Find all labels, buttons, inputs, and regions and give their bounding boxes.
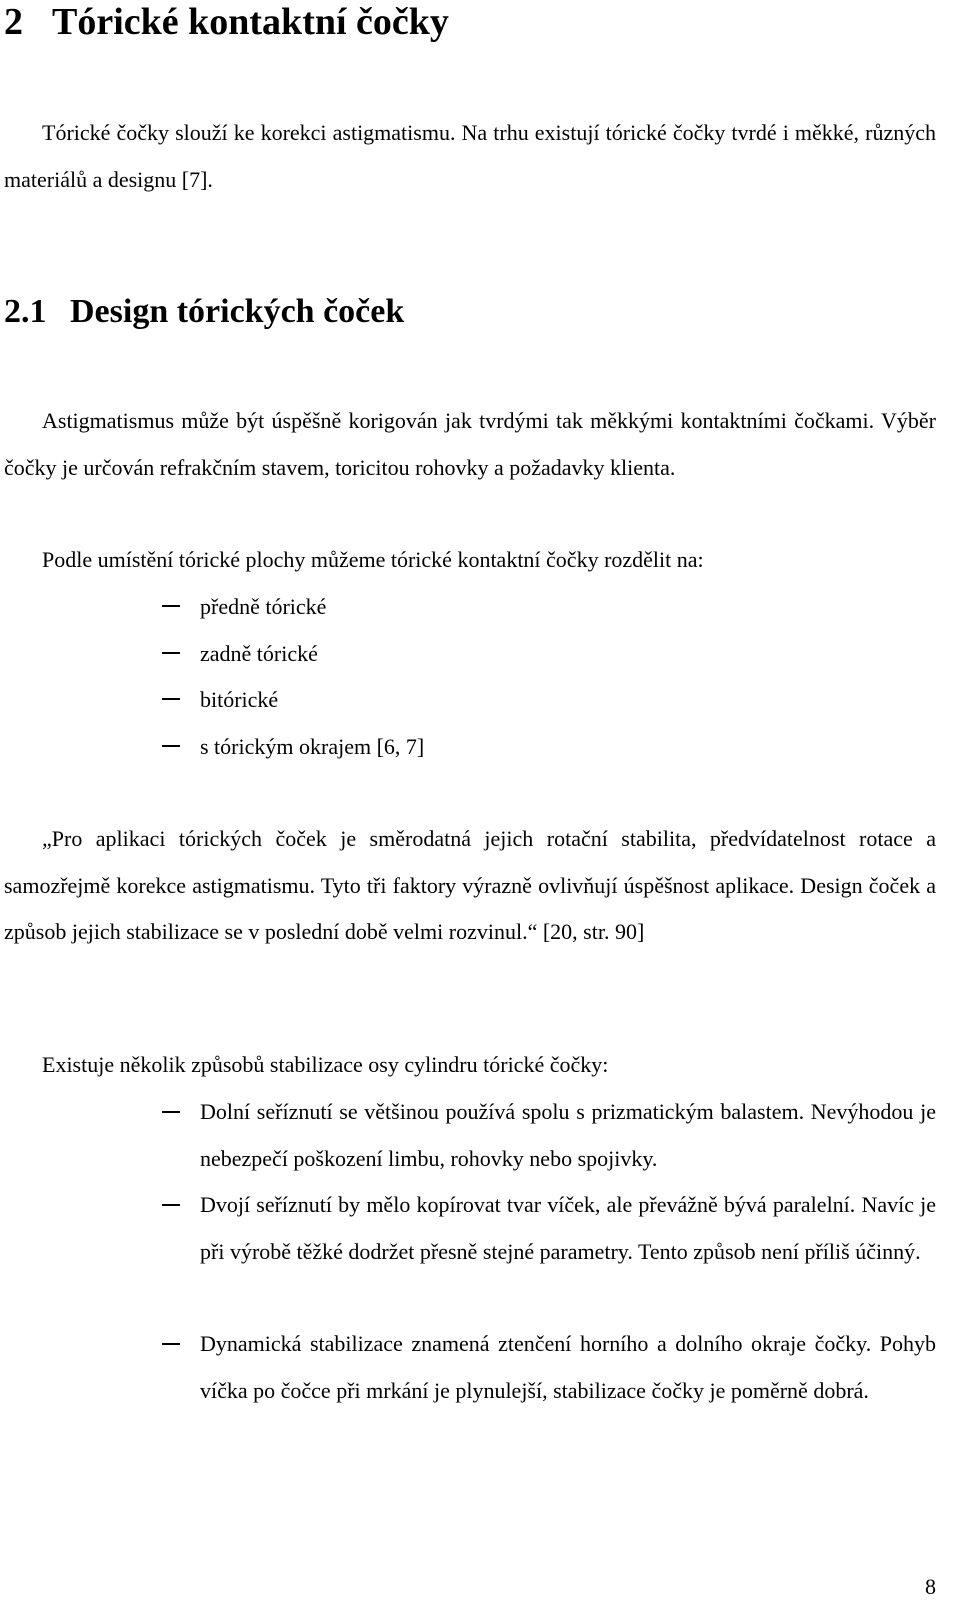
- classification-intro: Podle umístění tórické plochy můžeme tórické kontaktní čočky rozdělit na:: [42, 547, 704, 572]
- list-dash: [162, 1111, 180, 1113]
- chapter-title: Tórické kontaktní čočky: [52, 1, 449, 43]
- list-dash: [162, 1204, 180, 1206]
- list-dash: [162, 1343, 180, 1345]
- chapter-heading: [4, 0, 449, 44]
- page-number: 8: [925, 1574, 936, 1599]
- list-dash: [162, 698, 180, 700]
- list-dash: [162, 605, 180, 607]
- section-number: 2.1: [4, 293, 47, 330]
- list-dash: [162, 652, 180, 654]
- astigmatism-paragraph: Astigmatismus může být úspěšně korigován jak tvrdými tak měkkými kontaktními čočkami. Výběr čočky je určován refrakčním stavem, toricitou rohovky a požadavky klienta.: [4, 408, 936, 480]
- list-item: Dynamická stabilizace znamená ztenčení horního a dolního okraje čočky. Pohyb víčka po čočce při mrkání je plynulejší, stabilizace čočky je poměrně dobrá.: [200, 1331, 936, 1403]
- list-item: bitórické: [200, 687, 279, 712]
- section-title: Design tórických čoček: [70, 293, 405, 330]
- intro-paragraph: Tórické čočky slouží ke korekci astigmatismu. Na trhu existují tórické čočky tvrdé i měkké, různých materiálů a designu [7].: [4, 120, 936, 192]
- list-item: Dolní seříznutí se většinou používá spolu s prizmatickým balastem. Nevýhodou je nebezpečí poškození limbu, rohovky nebo spojivky.: [200, 1099, 936, 1171]
- section-heading: [4, 292, 404, 332]
- chapter-number: 2: [4, 1, 23, 43]
- list-item: Dvojí seříznutí by mělo kopírovat tvar víček, ale převážně bývá paralelní. Navíc je při výrobě těžké dodržet přesně stejné parametry. Tento způsob není příliš účinný.: [200, 1192, 936, 1264]
- quote-paragraph: „Pro aplikaci tórických čoček je směrodatná jejich rotační stabilita, předvídatelnost rotace a samozřejmě korekce astigmatismu. Tyto tři faktory výrazně ovlivňují úspěšnost aplikace. Design čoček a způsob jejich stabilizace se v poslední době velmi rozvinul.“ [20, str. 90]: [4, 826, 936, 944]
- list-item: s tórickým okrajem [6, 7]: [200, 734, 425, 759]
- list-item: předně tórické: [200, 594, 327, 619]
- list-item: zadně tórické: [200, 641, 318, 666]
- list-dash: [162, 745, 180, 747]
- stabilization-intro: Existuje několik způsobů stabilizace osy cylindru tórické čočky:: [42, 1052, 609, 1077]
